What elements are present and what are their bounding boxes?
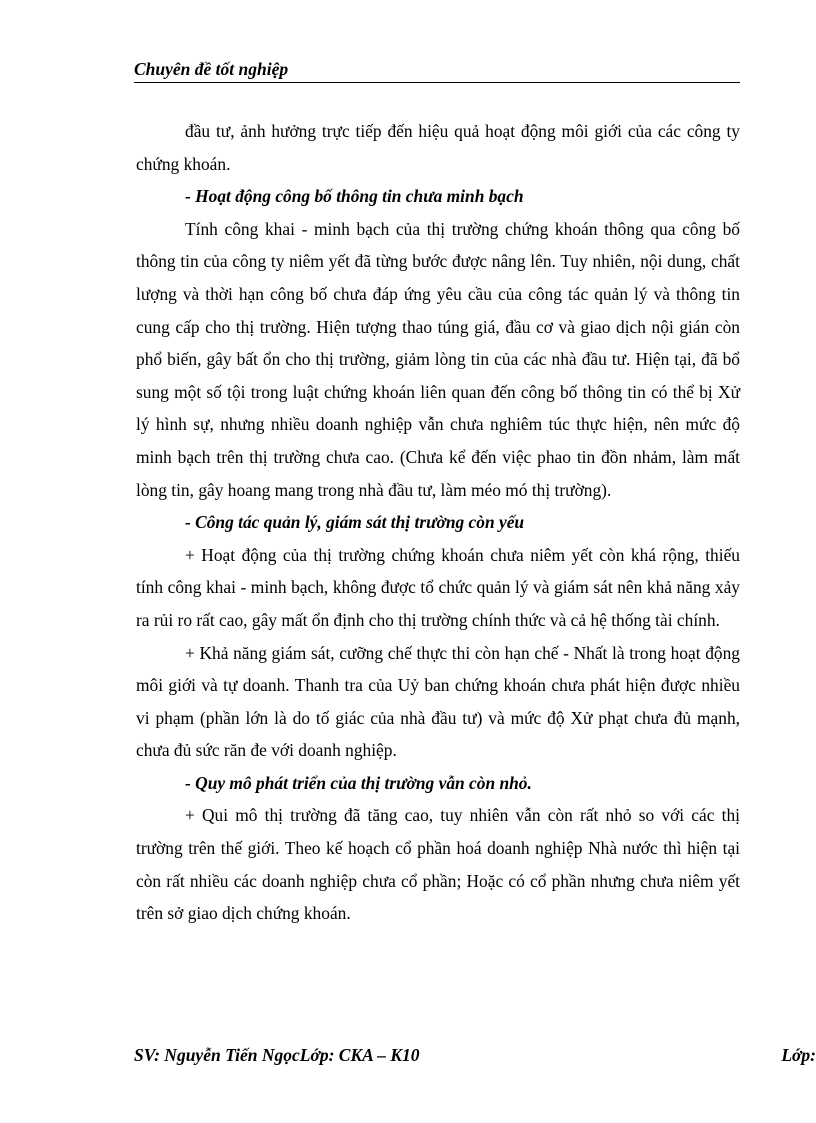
paragraph: + Khả năng giám sát, cưỡng chế thực thi còn hạn chế - Nhất là trong hoạt động môi giới và tự doanh. Thanh tra của Uỷ ban chứng khoán chưa phát hiện được nhiều vi phạm (phần lớn là do tố giác của nhà đầu tư) và mức độ Xử phạt chưa đủ mạnh, chưa đủ sức răn đe với doanh nghiệp. [136, 642, 740, 761]
document-body [136, 115, 740, 930]
paragraph: đầu tư, ảnh hưởng trực tiếp đến hiệu quả hoạt động môi giới của các công ty chứng khoán. [136, 121, 740, 174]
page-header [134, 58, 740, 83]
section-heading: - Quy mô phát triển của thị trường vẫn còn nhỏ. [185, 772, 532, 793]
header-title: Chuyên đề tốt nghiệp [134, 59, 289, 79]
paragraph: Tính công khai - minh bạch của thị trường chứng khoán thông qua công bố thông tin của công ty niêm yết đã từng bước được nâng lên. Tuy nhiên, nội dung, chất lượng và thời hạn công bố chưa đáp ứng yêu cầu của công tác quản lý và thông tin cung cấp cho thị trường. Hiện tượng thao túng giá, đầu cơ và giao dịch nội gián còn phổ biến, gây bất ổn cho thị trường, giảm lòng tin của các nhà đầu tư. Hiện tại, đã bổ sung một số tội trong luật chứng khoán liên quan đến công bố thông tin có thể bị Xử lý hình sự, nhưng nhiều doanh nghiệp vẫn chưa nghiêm túc thực hiện, nên mức độ minh bạch trên thị trường chưa cao. (Chưa kể đến việc phao tin đồn nhảm, làm mất lòng tin, gây hoang mang trong nhà đầu tư, làm méo mó thị trường). [136, 218, 740, 500]
paragraph: + Hoạt động của thị trường chứng khoán chưa niêm yết còn khá rộng, thiếu tính công khai - minh bạch, không được tổ chức quản lý và giám sát nên khả năng xảy ra rủi ro rất cao, gây mất ổn định cho thị trường chính thức và cả hệ thống tài chính. [136, 544, 740, 630]
footer-student-info: SV: Nguyễn Tiến NgọcLớp: CKA – K10 [134, 1045, 420, 1065]
paragraph: + Qui mô thị trường đã tăng cao, tuy nhiên vẫn còn rất nhỏ so với các thị trường trên thế giới. Theo kế hoạch cổ phần hoá doanh nghiệp Nhà nước thì hiện tại còn rất nhiều các doanh nghiệp chưa cổ phần; Hoặc có cổ phần nhưng chưa niêm yết trên sở giao dịch chứng khoán. [136, 805, 740, 924]
section-heading: - Hoạt động công bố thông tin chưa minh bạch [185, 186, 524, 207]
footer-class-label: Lớp: [781, 1045, 816, 1065]
section-heading: - Công tác quản lý, giám sát thị trường còn yếu [185, 512, 525, 533]
